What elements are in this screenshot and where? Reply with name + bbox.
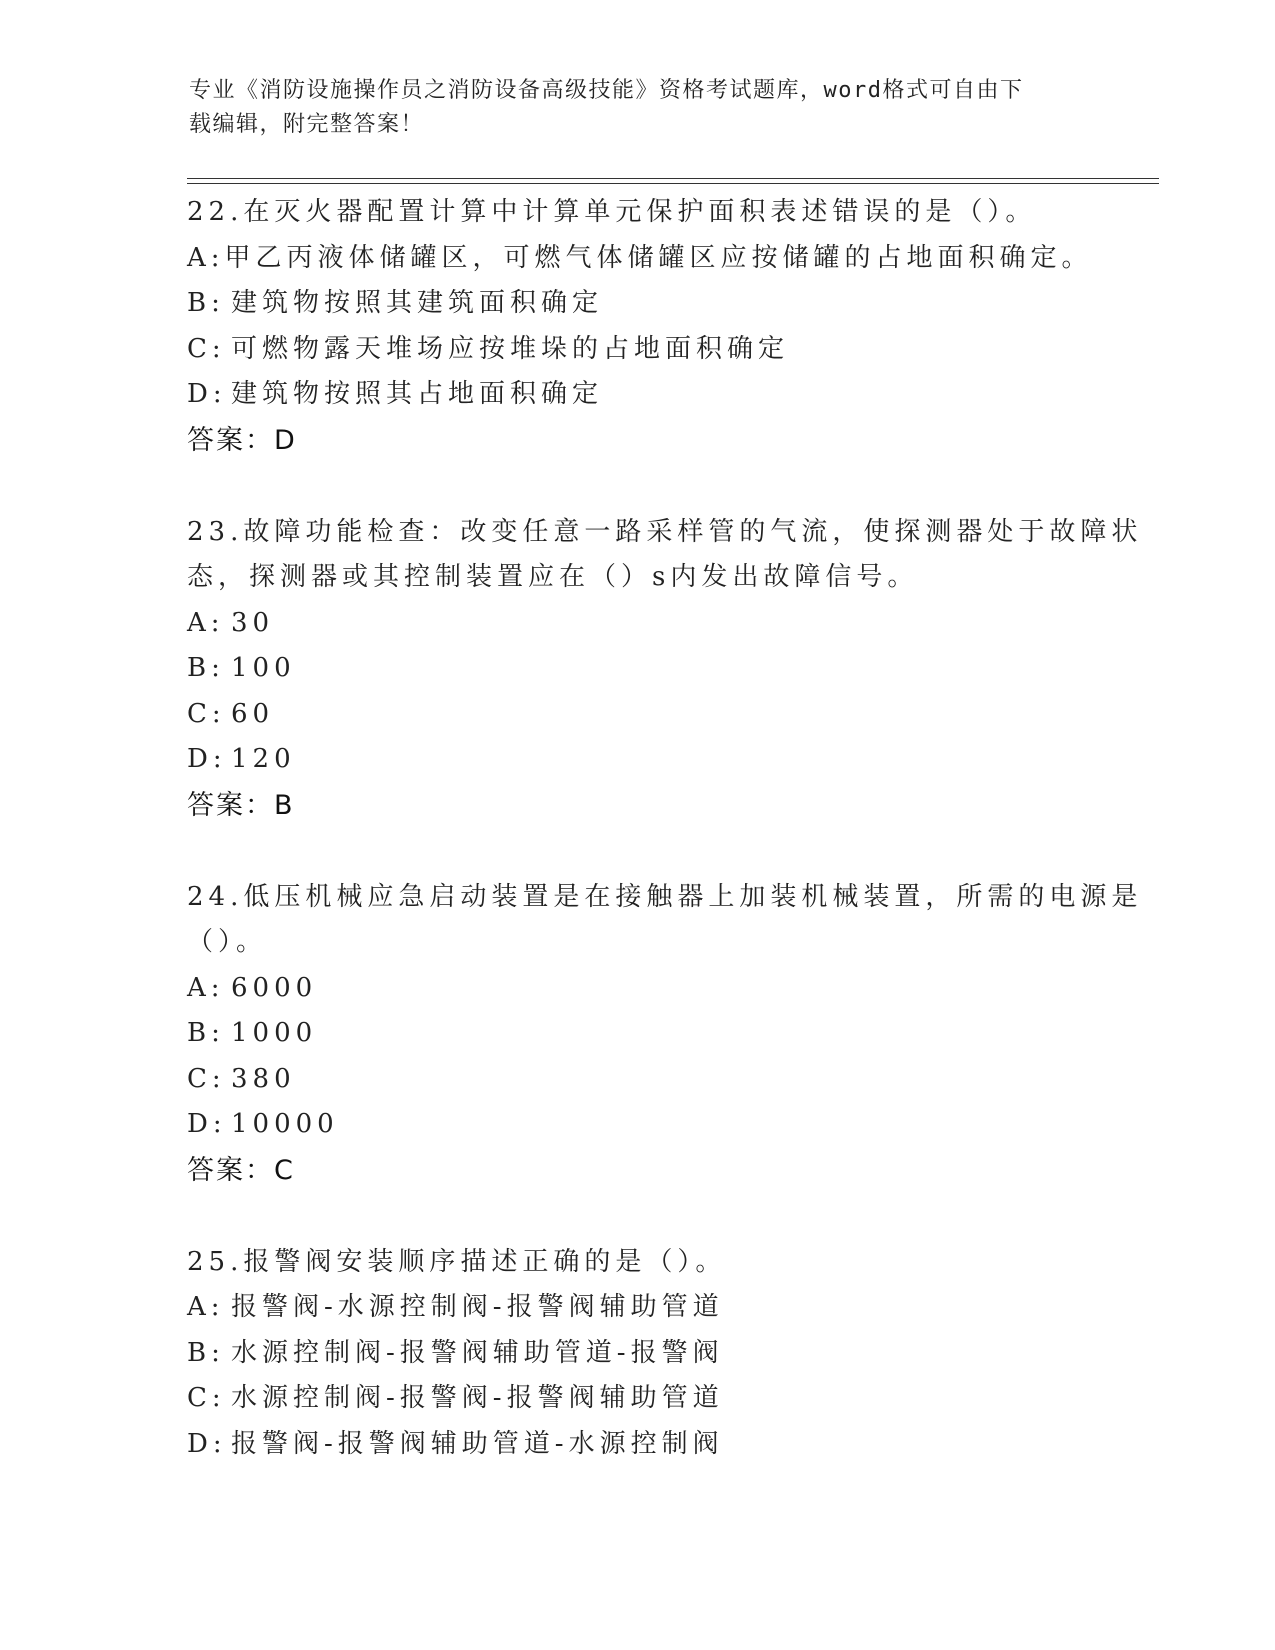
option-text: 10000 [231, 1109, 339, 1139]
option-letter: C: [187, 1063, 226, 1094]
option-text: 报警阀-报警阀辅助管道-水源控制阀 [231, 1428, 724, 1459]
answer-option [187, 1102, 1087, 1148]
option-letter: B: [187, 653, 225, 683]
option-text: 报警阀-水源控制阀-报警阀辅助管道 [231, 1292, 724, 1322]
option-letter: A: [187, 1292, 225, 1322]
option-letter: A: [187, 607, 225, 638]
question-block [187, 875, 1143, 1194]
answer-key: 答案：C [187, 1154, 295, 1186]
option-letter: D: [187, 744, 227, 774]
document-header [189, 74, 1089, 142]
option-letter: C: [187, 1383, 226, 1413]
answer-key: 答案：D [187, 424, 297, 456]
answer-option [187, 327, 1087, 373]
answer-option [187, 1057, 1087, 1103]
question-stem: 25.报警阀安装顺序描述正确的是（）。 [187, 1246, 727, 1277]
option-text: 建筑物按照其建筑面积确定 [231, 288, 604, 318]
answer-option [187, 601, 1087, 647]
question-stem: 态，探测器或其控制装置应在（）s内发出故障信号。 [187, 562, 919, 592]
option-text: 100 [231, 653, 296, 683]
question-stem: （）。 [187, 927, 268, 957]
option-text: 6000 [231, 972, 318, 1003]
header-divider-top [187, 178, 1159, 179]
option-text: 1000 [231, 1018, 318, 1048]
option-letter: C: [187, 333, 226, 364]
answer-option [187, 966, 1087, 1012]
option-letter: D: [187, 1109, 227, 1139]
option-text: 水源控制阀-报警阀辅助管道-报警阀 [231, 1337, 724, 1368]
header-line-2: 载编辑，附完整答案！ [189, 112, 425, 137]
question-block [187, 1240, 1087, 1468]
option-text: 水源控制阀-报警阀-报警阀辅助管道 [231, 1383, 724, 1413]
option-letter: D: [187, 1428, 227, 1459]
answer-option [187, 372, 1087, 418]
question-block [187, 510, 1143, 829]
answer-option [187, 1331, 1087, 1377]
answer-option [187, 1376, 1087, 1422]
option-text: 120 [231, 744, 296, 774]
answer-option [187, 1422, 1087, 1468]
question-block [187, 190, 1093, 464]
option-text: 可燃物露天堆场应按堆垛的占地面积确定 [231, 333, 790, 364]
answer-option [187, 646, 1087, 692]
option-letter: A: [187, 242, 225, 273]
option-text: 建筑物按照其占地面积确定 [231, 379, 604, 409]
answer-option [187, 737, 1087, 783]
option-letter: B: [187, 1018, 225, 1048]
option-letter: B: [187, 1337, 225, 1368]
header-divider-bottom [187, 183, 1159, 184]
option-text: 甲乙丙液体储罐区，可燃气体储罐区应按储罐的占地面积确定。 [224, 242, 1093, 273]
answer-option [187, 692, 1087, 738]
option-letter: D: [187, 379, 227, 409]
answer-option [187, 1285, 1087, 1331]
option-text: 380 [231, 1063, 296, 1094]
option-text: 60 [231, 698, 275, 729]
question-stem: 24.低压机械应急启动装置是在接触器上加装机械装置，所需的电源是 [187, 881, 1143, 912]
answer-key: 答案：B [187, 789, 295, 821]
question-stem: 22.在灭火器配置计算中计算单元保护面积表述错误的是（）。 [187, 197, 1037, 227]
option-letter: A: [187, 972, 225, 1003]
answer-option [187, 236, 1093, 282]
option-letter: C: [187, 698, 226, 729]
header-line-1: 专业《消防设施操作员之消防设备高级技能》资格考试题库，word格式可自由下 [189, 78, 1024, 103]
option-text: 30 [231, 607, 275, 638]
question-stem: 23.故障功能检查：改变任意一路采样管的气流，使探测器处于故障状 [187, 516, 1143, 547]
option-letter: B: [187, 288, 225, 318]
answer-option [187, 281, 1087, 327]
question-list [187, 190, 1143, 1513]
answer-option [187, 1011, 1087, 1057]
